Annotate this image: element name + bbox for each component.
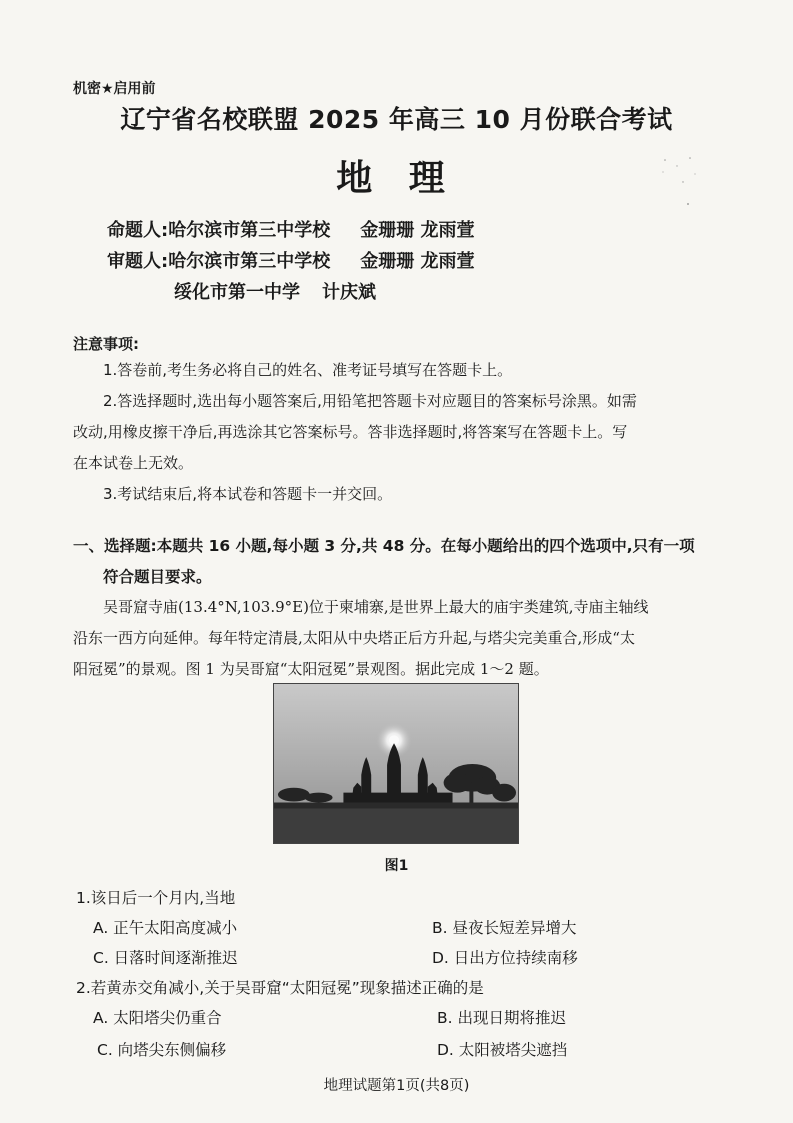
note-2-line2: 改动,用橡皮擦干净后,再选涂其它答案标号。答非选择题时,将答案写在答题卡上。写 bbox=[73, 423, 628, 441]
setter-names: 金珊珊 龙雨萱 bbox=[360, 220, 475, 241]
question-1-option-d: D. 日出方位持续南移 bbox=[432, 949, 578, 967]
note-2-line1: 2.答选择题时,选出每小题答案后,用铅笔把答题卡对应题目的答案标号涂黑。如需 bbox=[103, 392, 637, 410]
setter-label: 命题人: bbox=[107, 220, 169, 241]
subject-title: 地 理 bbox=[336, 158, 457, 199]
reviewer-school: 哈尔滨市第三中学校 bbox=[168, 251, 331, 272]
exam-title: 辽宁省名校联盟 2025 年高三 10 月份联合考试 bbox=[120, 105, 673, 134]
reviewer-names: 金珊珊 龙雨萱 bbox=[360, 251, 475, 272]
intro-line2: 沿东一西方向延伸。每年特定清晨,太阳从中央塔正后方升起,与塔尖完美重合,形成“太 bbox=[73, 629, 635, 647]
question-2-option-d: D. 太阳被塔尖遮挡 bbox=[437, 1041, 568, 1059]
reviewer-line bbox=[107, 247, 474, 273]
question-1-option-a: A. 正午太阳高度减小 bbox=[93, 919, 238, 937]
intro-line3: 阳冠冕”的景观。图 1 为吴哥窟“太阳冠冕”景观图。据此完成 1～2 题。 bbox=[73, 660, 549, 678]
scan-speckle bbox=[655, 152, 705, 212]
note-1: 1.答卷前,考生务必将自己的姓名、准考证号填写在答题卡上。 bbox=[103, 361, 513, 379]
reviewer-label: 审题人: bbox=[107, 251, 169, 272]
note-2-line3: 在本试卷上无效。 bbox=[73, 454, 194, 472]
setter-school: 哈尔滨市第三中学校 bbox=[168, 220, 331, 241]
reviewer2-line bbox=[174, 278, 376, 304]
question-2-stem: 2.若黄赤交角减小,关于吴哥窟“太阳冠冕”现象描述正确的是 bbox=[76, 979, 484, 997]
question-2-option-b: B. 出现日期将推迟 bbox=[437, 1009, 566, 1027]
question-2-option-c: C. 向塔尖东侧偏移 bbox=[97, 1041, 227, 1059]
notes-heading: 注意事项: bbox=[73, 335, 139, 353]
question-1-stem: 1.该日后一个月内,当地 bbox=[76, 889, 236, 907]
confidential-label: 机密★启用前 bbox=[73, 81, 156, 97]
setter-line bbox=[107, 216, 474, 242]
section-heading-line2: 符合题目要求。 bbox=[103, 568, 212, 586]
reviewer2-school: 绥化市第一中学 bbox=[174, 282, 300, 303]
question-2-option-a: A. 太阳塔尖仍重合 bbox=[93, 1009, 222, 1027]
note-3: 3.考试结束后,将本试卷和答题卡一并交回。 bbox=[103, 485, 393, 503]
section-heading-line1: 一、选择题:本题共 16 小题,每小题 3 分,共 48 分。在每小题给出的四个选项中,只有一项 bbox=[73, 537, 695, 555]
question-1-option-c: C. 日落时间逐渐推迟 bbox=[93, 949, 238, 967]
angkor-wat-sunrise-photo bbox=[273, 683, 519, 844]
question-1-option-b: B. 昼夜长短差异增大 bbox=[432, 919, 577, 937]
figure-caption: 图1 bbox=[384, 858, 409, 874]
reviewer2-name: 计庆斌 bbox=[322, 282, 376, 303]
page-footer: 地理试题第1页(共8页) bbox=[323, 1078, 470, 1094]
intro-line1: 吴哥窟寺庙(13.4°N,103.9°E)位于柬埔寨,是世界上最大的庙宇类建筑,寺庙主轴线 bbox=[103, 598, 649, 616]
